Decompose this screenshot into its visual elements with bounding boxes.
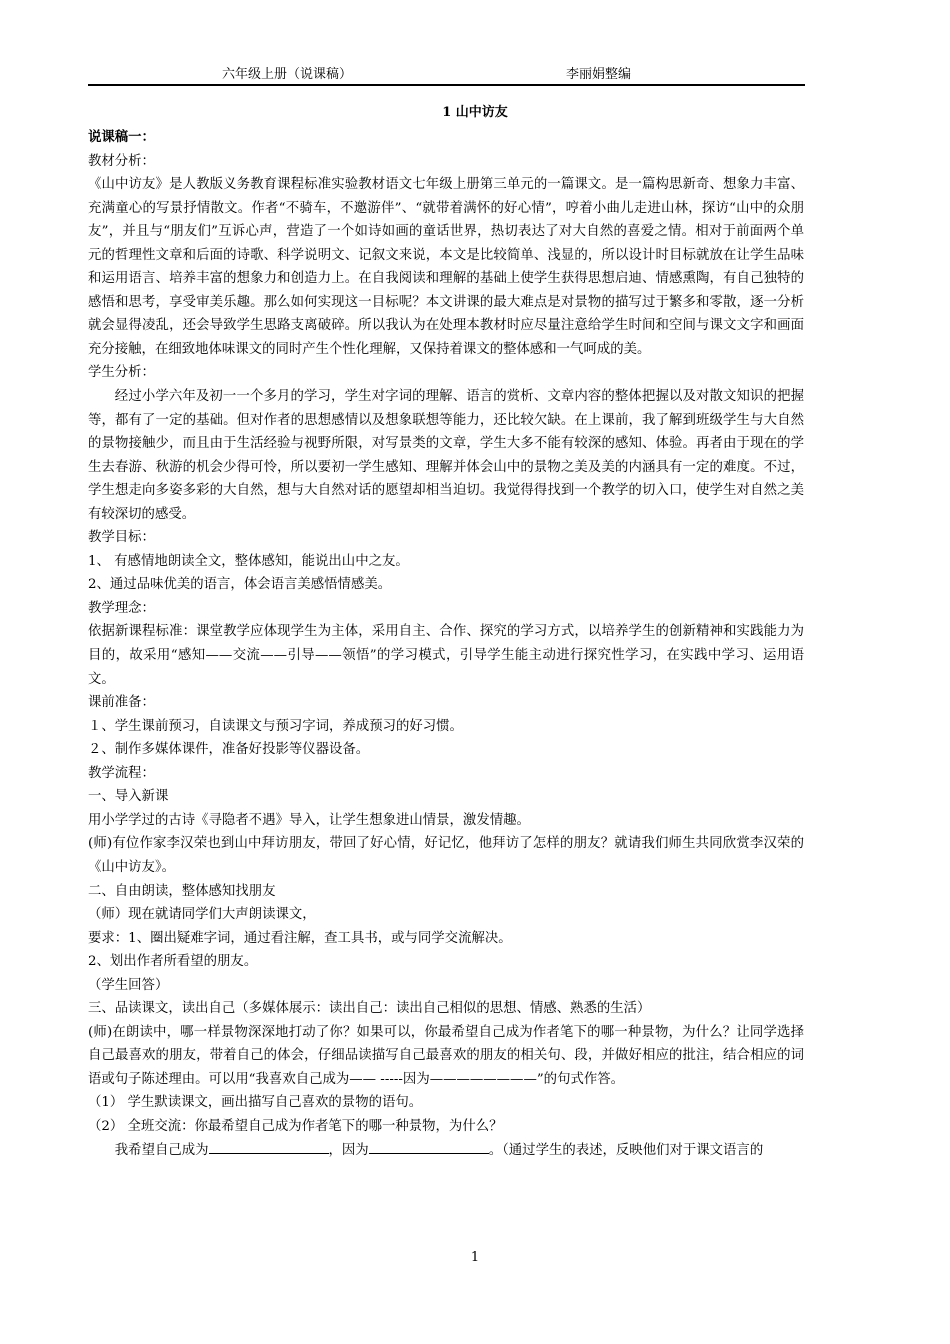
goal-item: 2、通过品味优美的语言，体会语言美感悟情感美。 — [88, 577, 392, 593]
step-text: （学生回答） — [88, 977, 169, 993]
step-text: (师)有位作家李汉荣也到山中拜访朋友，带回了好心情，好记忆，他拜访了怎样的朋友？就请我们师生共同欣赏李汉荣的《山中访友》。 — [88, 836, 804, 875]
student-analysis-text: 经过小学六年及初一一个多月的学习，学生对字词的理解、语言的赏析、文章内容的整体把握以及对散文知识的把握等，都有了一定的基础。但对作者的思想感情以及想象联想等能力，还比较欠缺。在上课前，我了解到班级学生与大自然的景物接触少，而且由于生活经验与视野所限，对写景类的文章，学生大多不能有较深的感知、体验。再者由于现在的学生去春游、秋游的机会少得可怜，所以要初一学生感知、理解并体会山中的景物之美及美的内涵具有一定的难度。不过，学生想走向多姿多彩的大自然，想与大自然对话的愿望却相当迫切。我觉得得找到一个教学的切入口，使学生对自然之美有较深切的感受。 — [88, 389, 804, 522]
step-text: 用小学学过的古诗《寻隐者不遇》导入，让学生想象进山情景，激发情趣。 — [88, 812, 530, 828]
step-text: 要求：1、圈出疑难字词，通过看注解，查工具书，或与同学交流解决。 — [88, 930, 512, 946]
step-item: （2） 全班交流：你最希望自己成为作者笔下的哪一种景物，为什么？ — [88, 1118, 503, 1134]
document-body — [88, 126, 804, 1162]
textbook-analysis-label: 教材分析： — [88, 153, 155, 169]
step-text: 2、划出作者所看望的朋友。 — [88, 954, 258, 970]
textbook-analysis-text: 《山中访友》是人教版义务教育课程标准实验教材语文七年级上册第三单元的一篇课文。是一篇构思新奇、想象力丰富、充满童心的写景抒情散文。作者“不骑车，不邀游伴”、“就带着满怀的好心情”，哼着小曲儿走进山林，探访“山中的众朋友”，并且与“朋友们”互诉心声，营造了一个如诗如画的童话世界，热切表达了对大自然的喜爱之情。相对于前面两个单元的哲理性文章和后面的诗歌、科学说明文、记叙文来说，本文是比较简单、浅显的，所以设计时目标就放在让学生品味和运用语言、培养丰富的想象力和创造力上。在自我阅读和理解的基础上使学生获得思想启迪、情感熏陶，有自己独特的感悟和思考，享受审美乐趣。那么如何实现这一目标呢？本文讲课的最大难点是对景物的描写过于繁多和零散，逐一分析就会显得凌乱，还会导致学生思路支离破碎。所以我认为在处理本教材时应尽量注意给学生时间和空间与课文文字和画面充分接触，在细致地体味课文的同时产生个性化理解，又保持着课文的整体感和一气呵成的美。 — [88, 177, 804, 357]
document-title: 1 山中访友 — [442, 105, 508, 120]
student-analysis-label: 学生分析： — [88, 365, 155, 381]
philosophy-label: 教学理念： — [88, 600, 155, 616]
fill-text-b: ，因为 — [328, 1142, 369, 1158]
step-title: 三、品读课文，读出自己（多媒体展示：读出自己：读出自己相似的思想、情感、熟悉的生活） — [88, 1001, 651, 1017]
step-title: 二、自由朗读，整体感知找朋友 — [88, 883, 276, 899]
section-heading: 说课稿一： — [88, 129, 155, 145]
fill-text-c: 。（通过学生的表述，反映他们对于课文语言的 — [488, 1142, 764, 1158]
step-title: 一、导入新课 — [88, 789, 169, 805]
process-label: 教学流程： — [88, 765, 155, 781]
header-right: 李丽娟整编 — [566, 67, 632, 82]
philosophy-text: 依据新课程标准：课堂教学应体现学生为主体，采用自主、合作、探究的学习方式，以培养学生的创新精神和实践能力为目的，故采用“感知——交流——引导——领悟”的学习模式，引导学生能主动进行探究性学习，在实践中学习、运用语文。 — [88, 624, 804, 687]
fill-blank — [369, 1139, 489, 1154]
preparation-item: １、学生课前预习，自读课文与预习字词，养成预习的好习惯。 — [88, 718, 463, 734]
preparation-item: ２、制作多媒体课件，准备好投影等仪器设备。 — [88, 742, 370, 758]
fill-blank — [209, 1139, 329, 1154]
goal-item: 1、 有感情地朗读全文，整体感知，能说出山中之友。 — [88, 553, 409, 569]
fill-text-a: 我希望自己成为 — [114, 1142, 209, 1158]
step-item: （1） 学生默读课文，画出描写自己喜欢的景物的语句。 — [88, 1095, 423, 1111]
goals-label: 教学目标： — [88, 530, 155, 546]
step-text: （师）现在就请同学们大声朗读课文， — [88, 907, 316, 923]
header-rule — [88, 84, 805, 86]
header-left: 六年级上册（说课稿） — [222, 67, 353, 82]
page-number: 1 — [470, 1250, 480, 1265]
step-text: (师)在朗读中，哪一样景物深深地打动了你？如果可以，你最希望自己成为作者笔下的哪一种景物，为什么？让同学选择自己最喜欢的朋友，带着自己的体会，仔细品读描写自己最喜欢的朋友的相关句、段，并做好相应的批注，结合相应的词语或句子陈述理由。可以用“我喜欢自己成为—— -----因为————————”的句式作答。 — [88, 1024, 804, 1087]
fill-in-sentence — [88, 1139, 804, 1163]
page-header — [88, 63, 805, 85]
preparation-label: 课前准备： — [88, 695, 155, 711]
